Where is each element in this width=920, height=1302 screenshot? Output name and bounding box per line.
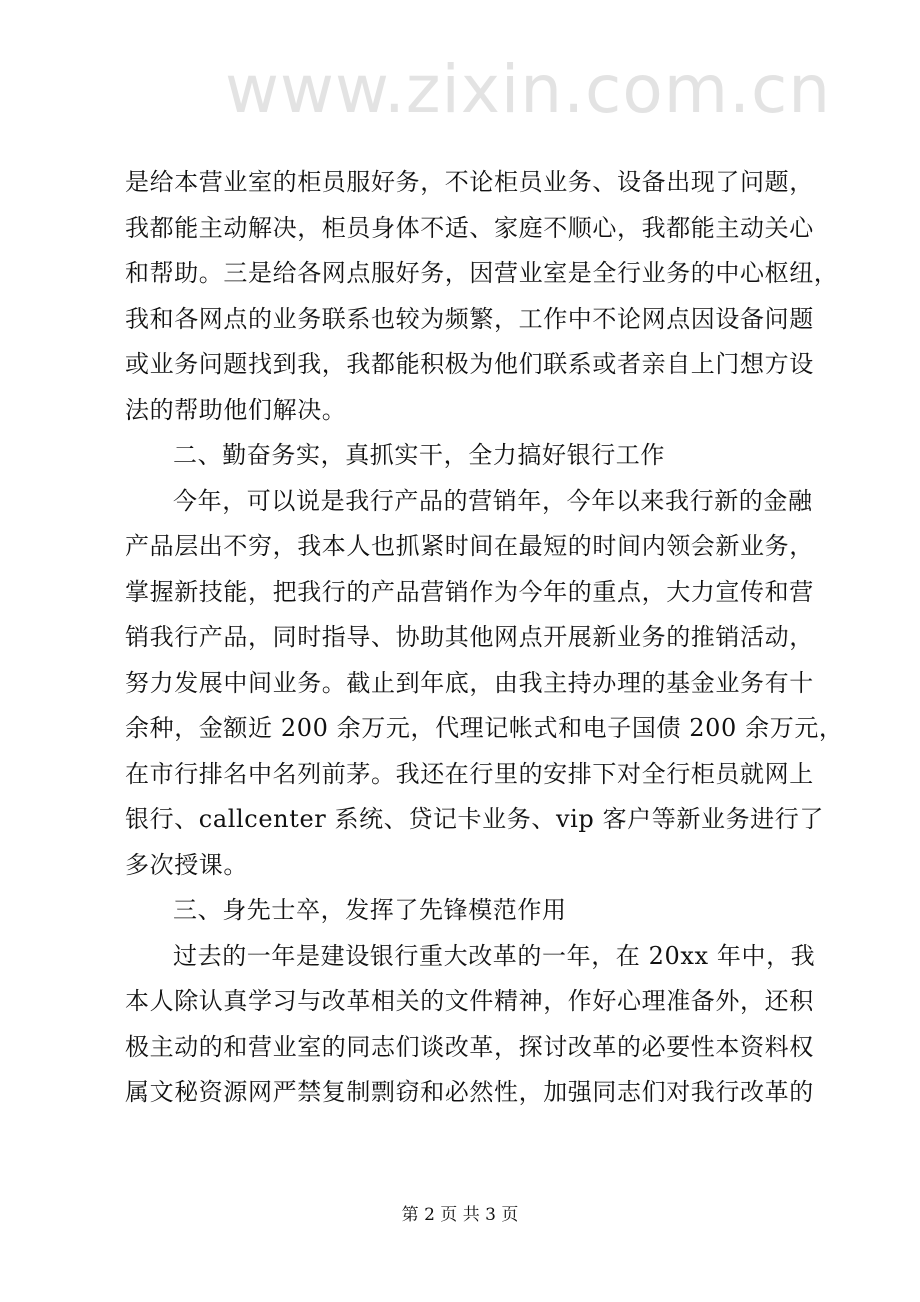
text-line: 二、勤奋务实，真抓实干，全力搞好银行工作 [173,441,665,469]
text-line: 和帮助。三是给各网点服好务，因营业室是全行业务的中心枢纽， [125,259,839,287]
text-line: 产品层出不穷，我本人也抓紧时间在最短的时间内领会新业务， [125,532,814,560]
text-line: 今年，可以说是我行产品的营销年，今年以来我行新的金融 [173,486,813,515]
text-line: 掌握新技能，把我行的产品营销作为今年的重点，大力宣传和营 [125,577,814,606]
text-line: 努力发展中间业务。截止到年底，由我主持办理的基金业务有十 [125,668,814,697]
text-line: 或业务问题找到我，我都能积极为他们联系或者亲自上门想方设 [125,350,814,378]
text-line: 法的帮助他们解决。 [125,395,347,424]
text-line: 是给本营业室的柜员服好务，不论柜员业务、设备出现了问题， [125,168,814,196]
text-line: 我和各网点的业务联系也较为频繁，工作中不论网点因设备问题 [125,304,814,333]
text-line: 过去的一年是建设银行重大改革的一年，在 20xx 年中，我 [173,941,816,970]
text-line: 极主动的和营业室的同志们谈改革，探讨改革的必要性本资料权 [125,1032,814,1061]
body-text [125,160,844,1116]
text-line: 余种，金额近 200 余万元，代理记帐式和电子国债 200 余万元， [125,714,844,742]
text-line: 我都能主动解决，柜员身体不适、家庭不顺心，我都能主动关心 [125,213,814,242]
text-line: 银行、callcenter 系统、贷记卡业务、vip 客户等新业务进行了 [125,805,824,833]
page-footer: 第 2 页 共 3 页 [401,1205,519,1225]
text-line: 本人除认真学习与改革相关的文件精神，作好心理准备外，还积 [125,987,814,1015]
text-line: 属文秘资源网严禁复制剽窃和必然性，加强同志们对我行改革的 [125,1078,814,1106]
text-line: 三、身先士卒，发挥了先锋模范作用 [173,896,567,924]
text-line: 多次授课。 [125,850,248,879]
watermark: www.zixin.com.cn [225,51,832,128]
text-line: 销我行产品，同时指导、协助其他网点开展新业务的推销活动， [125,623,814,651]
text-line: 在市行排名中名列前茅。我还在行里的安排下对全行柜员就网上 [125,759,814,788]
